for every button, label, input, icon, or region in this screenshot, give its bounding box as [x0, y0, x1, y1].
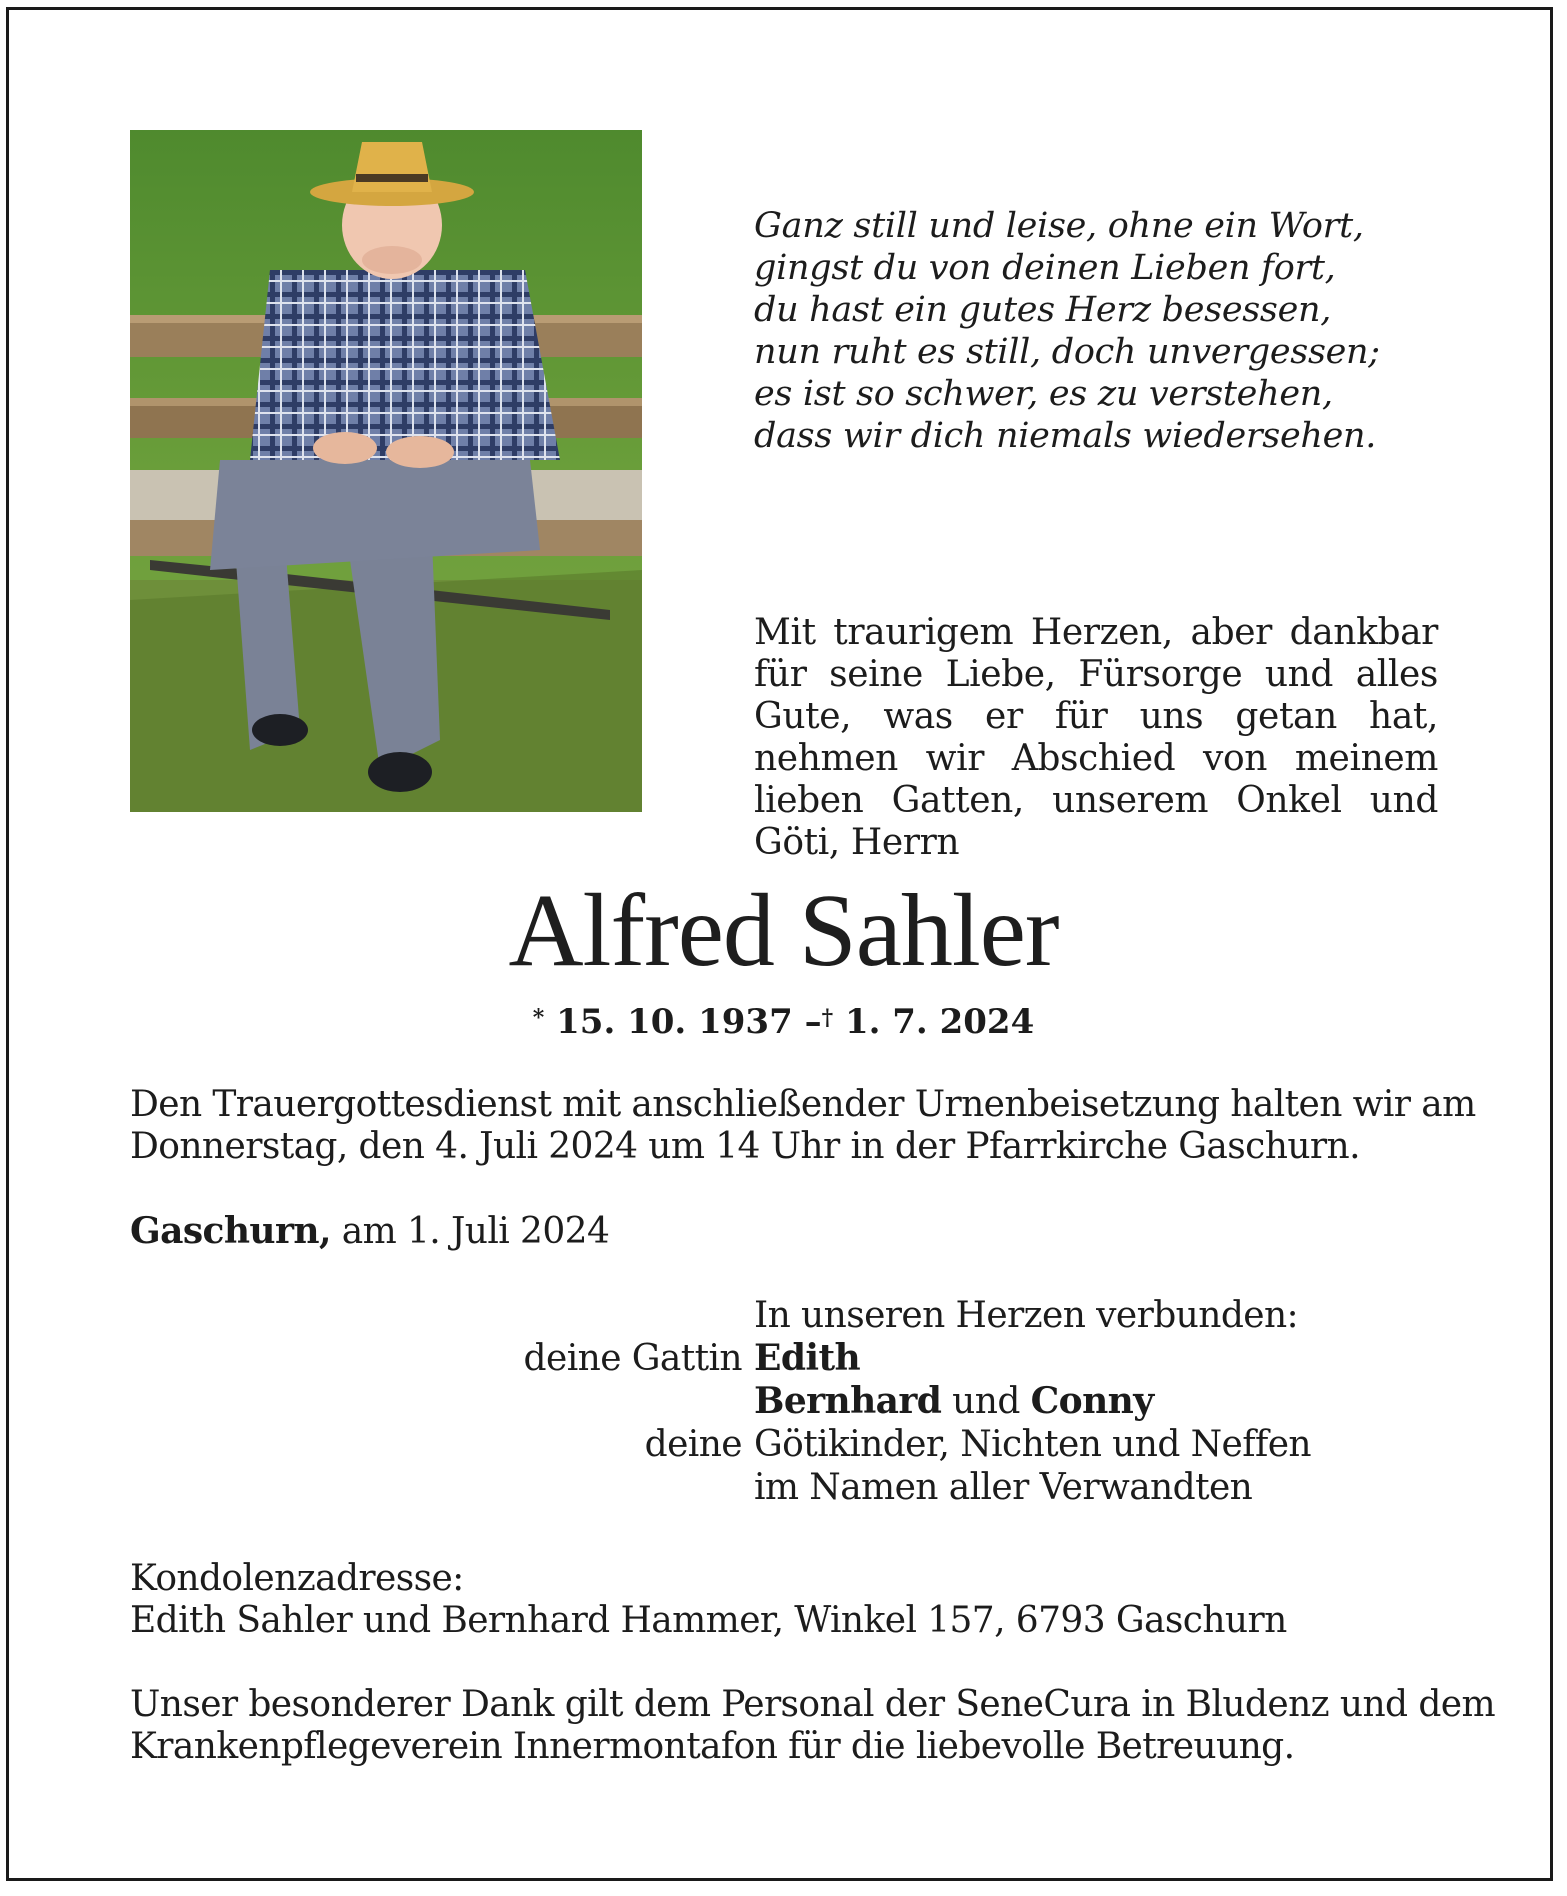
mourner-conjunction: und: [952, 1381, 1020, 1422]
death-symbol: †: [821, 1005, 834, 1031]
place-town: Gaschurn,: [130, 1210, 331, 1252]
mourner-name: Conny: [1030, 1380, 1154, 1422]
poem-line: nun ruht es still, doch unvergessen;: [754, 332, 1380, 372]
condolence-address: [130, 1558, 1287, 1642]
service-info: [130, 1084, 1476, 1168]
poem-line: gingst du von deinen Lieben fort,: [754, 248, 1336, 288]
birth-symbol: *: [532, 1005, 545, 1031]
mourner-name: Bernhard: [754, 1380, 942, 1422]
closing-text: im Namen aller Verwandten: [754, 1467, 1253, 1508]
thanks-note: [130, 1684, 1495, 1768]
others-label: deine: [644, 1424, 742, 1465]
service-line: Donnerstag, den 4. Juli 2024 um 14 Uhr in der Pfarrkirche Gaschurn.: [130, 1126, 1360, 1167]
portrait-photo: [130, 130, 642, 812]
thanks-line: Krankenpflegeverein Innermontafon für die liebevolle Betreuung.: [130, 1726, 1295, 1767]
birth-date: 15. 10. 1937: [556, 1002, 793, 1042]
service-line: Den Trauergottesdienst mit anschließender Urnenbeisetzung halten wir am: [130, 1084, 1476, 1125]
poem-line: Ganz still und leise, ohne ein Wort,: [754, 206, 1364, 246]
poem-line: es ist so schwer, es zu verstehen,: [754, 374, 1333, 414]
thanks-line: Unser besonderer Dank gilt dem Personal der SeneCura in Bludenz und dem: [130, 1684, 1496, 1725]
date-separator: –: [804, 1002, 822, 1042]
place-date-text: am 1. Juli 2024: [341, 1211, 610, 1252]
mourners-heading: In unseren Herzen verbunden:: [754, 1295, 1299, 1336]
wife-name: Edith: [754, 1337, 861, 1379]
poem-line: dass wir dich niemals wiedersehen.: [754, 416, 1377, 456]
others-text: Götikinder, Nichten und Neffen: [754, 1424, 1311, 1465]
life-dates: [0, 1000, 1567, 1044]
condolence-label: Kondolenzadresse:: [130, 1558, 464, 1599]
place-date: [130, 1210, 609, 1253]
condolence-text: Edith Sahler und Bernhard Hammer, Winkel 157, 6793 Gaschurn: [130, 1600, 1287, 1641]
mourners-block: [0, 1294, 1567, 1509]
poem: [754, 205, 1514, 457]
poem-line: du hast ein gutes Herz besessen,: [754, 290, 1332, 330]
intro-text: Mit traurigem Herzen, aber dankbar für seine Liebe, Fürsorge und alles Gute, was er für uns getan hat, nehmen wir Abschied von meinem lieben Gatten, unserem Onkel und Göti, Herrn: [754, 612, 1438, 863]
deceased-name: Alfred Sahler: [508, 873, 1059, 988]
death-date: 1. 7. 2024: [844, 1002, 1035, 1042]
wife-label: deine Gattin: [523, 1338, 742, 1379]
